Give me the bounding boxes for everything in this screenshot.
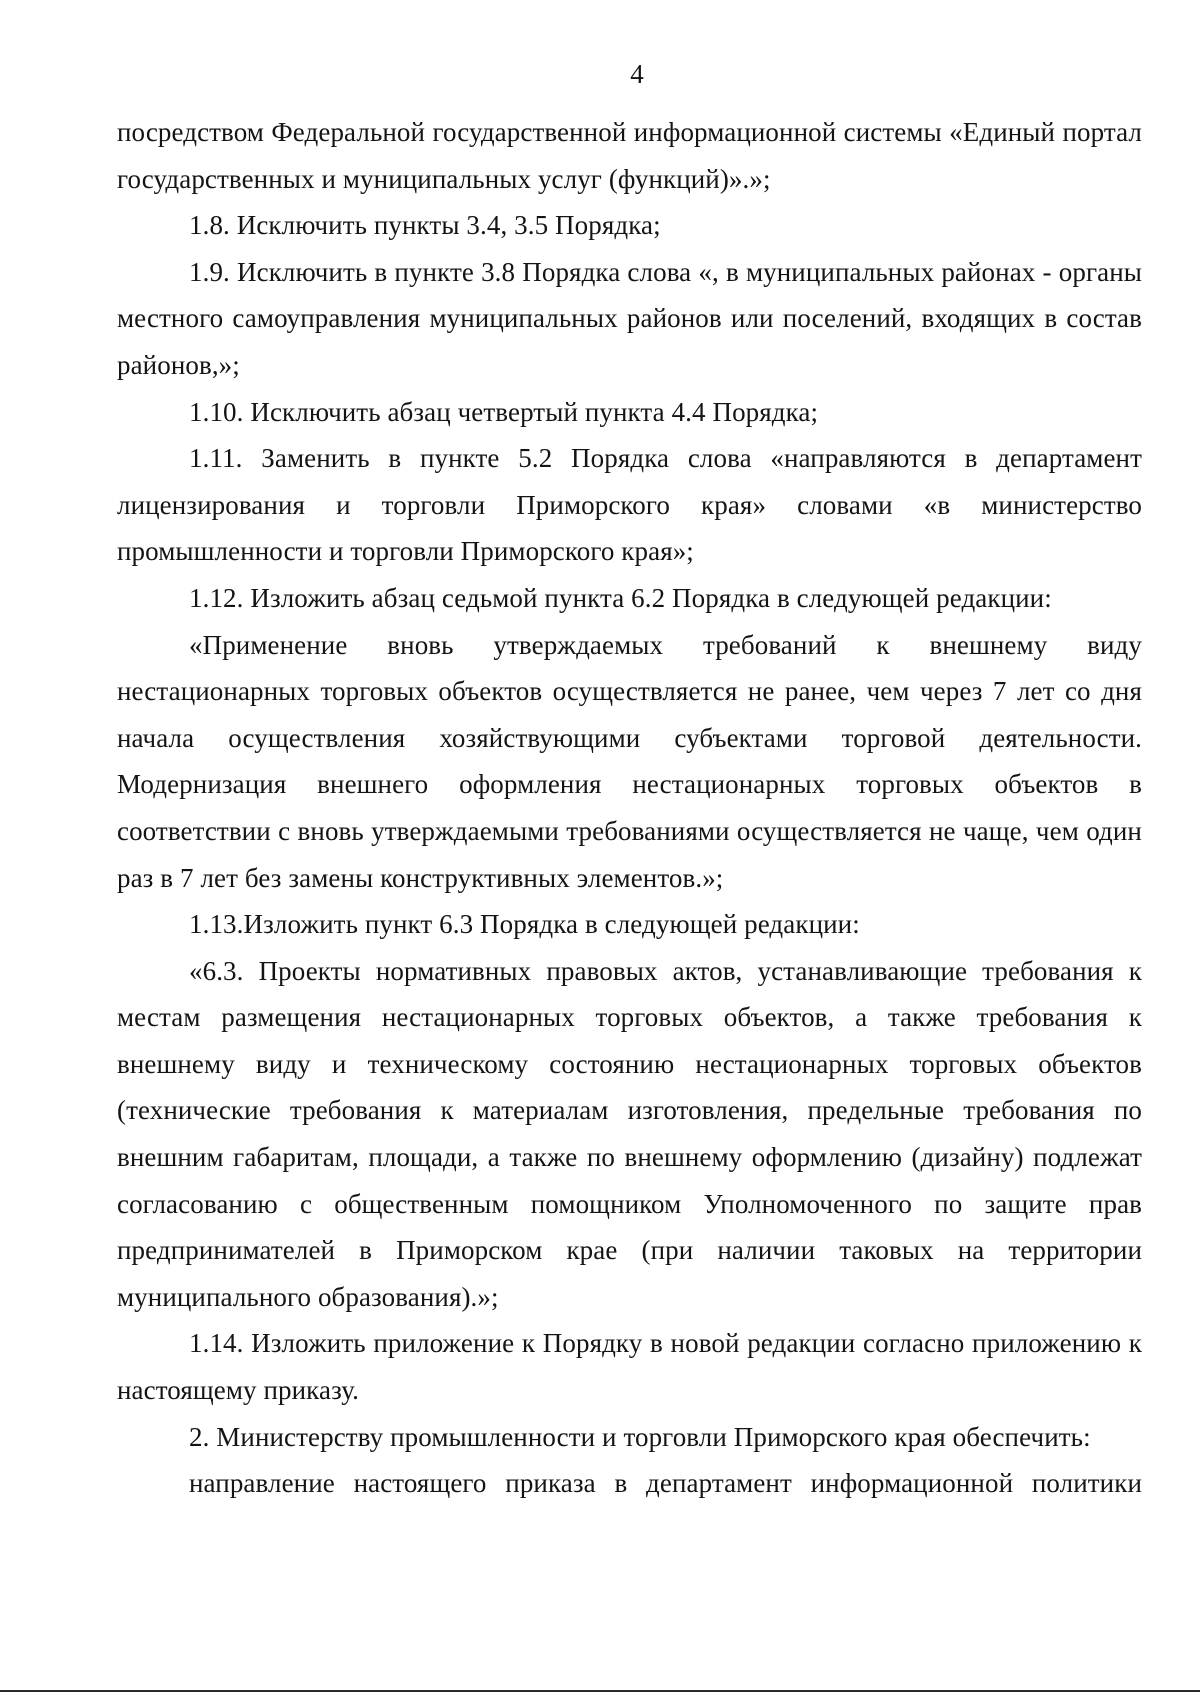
page-bottom-rule	[0, 1690, 1200, 1692]
paragraph-quote-6-3: «6.3. Проекты нормативных правовых актов, устанавливающие требования к местам размещения нестационарных торговых объектов, а также требования к внешнему виду и техническому состоянию нестационарных торговых объектов (технические требования к материалам изготовления, предельные требования по внешним габаритам, площади, а также по внешнему оформлению (дизайну) подлежат согласованию с общественным помощником Уполномоченного по защите прав предпринимателей в Приморском крае (при наличии таковых на территории муниципального образования).»;	[117, 955, 1142, 1312]
paragraph-1-9: 1.9. Исключить в пункте 3.8 Порядка слова «, в муниципальных районах - органы местного самоуправления муниципальных районов или поселений, входящих в состав районов,»;	[117, 256, 1142, 380]
paragraph-1-13: 1.13.Изложить пункт 6.3 Порядка в следующей редакции:	[189, 909, 860, 940]
paragraph-2: 2. Министерству промышленности и торговли Приморского края обеспечить:	[189, 1421, 1091, 1452]
paragraph-directive: направление настоящего приказа в департамент информационной политики	[189, 1468, 1142, 1499]
paragraph-1-10: 1.10. Исключить абзац четвертый пункта 4.4 Порядка;	[189, 396, 819, 427]
page-number: 4	[630, 59, 644, 89]
paragraph-1-12: 1.12. Изложить абзац седьмой пункта 6.2 Порядка в следующей редакции:	[189, 582, 1052, 613]
document-body	[117, 109, 1142, 1507]
paragraph-1-11: 1.11. Заменить в пункте 5.2 Порядка слова «направляются в департамент лицензирования и торговли Приморского края» словами «в министерство промышленности и торговли Приморского края»;	[117, 443, 1142, 567]
paragraph-1-14: 1.14. Изложить приложение к Порядку в новой редакции согласно приложению к настоящему приказу.	[117, 1328, 1142, 1406]
paragraph-1-8: 1.8. Исключить пункты 3.4, 3.5 Порядка;	[189, 210, 661, 241]
paragraph-continuation: посредством Федеральной государственной информационной системы «Единый портал государственных и муниципальных услуг (функций)».»;	[117, 117, 1142, 194]
paragraph-quote-6-2: «Применение вновь утверждаемых требований к внешнему виду нестационарных торговых объектов осуществляется не ранее, чем через 7 лет со дня начала осуществления хозяйствующими субъектами торговой деятельности. Модернизация внешнего оформления нестационарных торговых объектов в соответствии с вновь утверждаемыми требованиями осуществляется не чаще, чем один раз в 7 лет без замены конструктивных элементов.»;	[117, 629, 1142, 893]
